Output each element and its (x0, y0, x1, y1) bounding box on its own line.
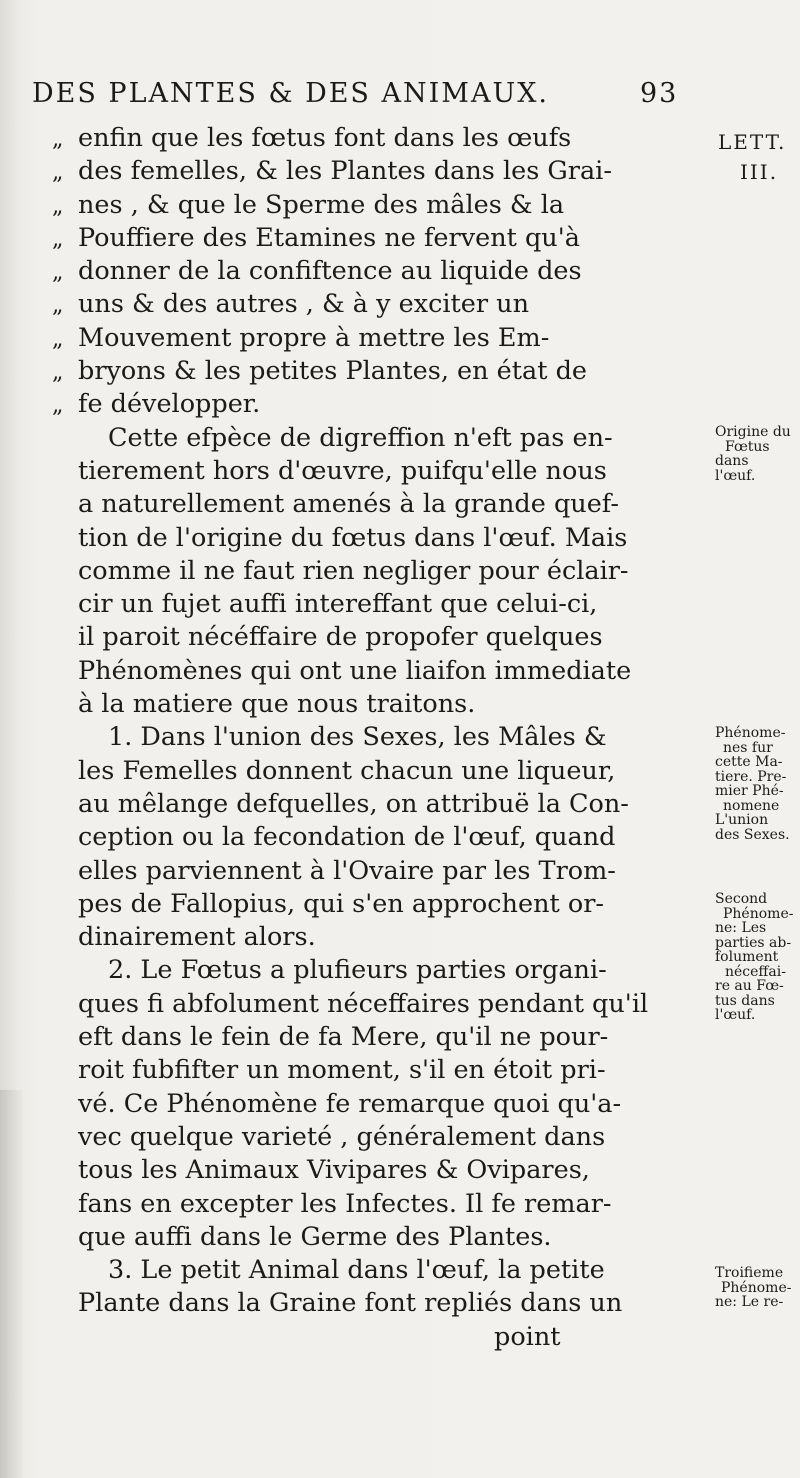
line-text: il paroit nécéffaire de propofer quelques (78, 622, 603, 653)
line-text: point (494, 1321, 561, 1352)
line-text: Cette efpèce de digreffion n'eft pas en- (108, 422, 613, 453)
running-title: DES PLANTES & DES ANIMAUX. (32, 78, 549, 109)
line-text: uns & des autres , & à y exciter un (78, 289, 530, 320)
text-line (52, 788, 717, 821)
margin-line: Phénome- (723, 905, 794, 922)
line-text: elles parviennent à l'Ovaire par les Trom- (78, 855, 616, 886)
line-text: enfin que les fœtus font dans les œufs (78, 123, 572, 153)
text-line (52, 1321, 717, 1354)
line-text: bryons & les petites Plantes, en état de (78, 356, 587, 387)
margin-line: dans (715, 453, 749, 469)
text-line (52, 921, 717, 954)
line-text: 1. Dans l'union des Sexes, les Mâles & (108, 722, 607, 753)
quote-mark: „ (52, 127, 64, 152)
text-line (52, 954, 717, 987)
margin-line: ne: Les (715, 920, 767, 936)
text-line (52, 1154, 717, 1187)
text-line (52, 888, 717, 921)
margin-line: Phénome- (715, 725, 786, 741)
main-text (52, 122, 717, 1354)
text-line (52, 1254, 717, 1287)
margin-line: Troifieme (715, 1265, 784, 1281)
margin-note-origine (715, 425, 800, 483)
text-line (52, 122, 717, 155)
margin-line: L'union (715, 812, 769, 828)
line-text: Plante dans la Graine font repliés dans un (78, 1288, 623, 1319)
line-text: a naturellement amenés à la grande quef- (78, 489, 619, 520)
text-line (52, 655, 717, 688)
line-text: roit fubfifter un moment, s'il en étoit pri- (78, 1055, 606, 1086)
text-line (52, 588, 717, 621)
margin-line: nomene (723, 797, 780, 814)
text-line (52, 988, 717, 1021)
line-text: que auffi dans le Germe des Plantes. (78, 1221, 552, 1252)
line-text: tierement hors d'œuvre, puifqu'elle nous (78, 455, 607, 486)
quote-mark: „ (52, 193, 64, 219)
line-text: des femelles, & les Plantes dans les Grai- (78, 156, 612, 187)
text-line (52, 821, 717, 854)
text-line (52, 688, 717, 721)
line-text: dinairement alors. (78, 922, 316, 953)
margin-line: des Sexes. (715, 826, 790, 843)
margin-line: folument (715, 949, 779, 965)
margin-line: l'œuf. (715, 1007, 756, 1023)
text-line (52, 522, 717, 555)
margin-line: Second (715, 891, 768, 907)
line-text: vé. Ce Phénomène fe remarque quoi qu'a- (78, 1088, 622, 1119)
line-text: Phénomènes qui ont une liaifon immediate (78, 655, 632, 686)
margin-line: cette Ma- (715, 754, 783, 770)
margin-line: III. (740, 160, 779, 184)
text-line (52, 255, 717, 288)
margin-note-second (715, 892, 800, 1023)
line-text: tion de l'origine du fœtus dans l'œuf. Mais (78, 522, 628, 553)
quote-mark: „ (52, 326, 64, 352)
line-text: à la matiere que nous traitons. (78, 689, 476, 720)
text-line (52, 488, 717, 521)
text-line (52, 455, 717, 488)
line-text: Pouffiere des Etamines ne fervent qu'à (78, 222, 580, 253)
margin-line: tiere. Pre- (715, 768, 787, 785)
margin-line: mier Phé- (715, 783, 784, 799)
text-line (52, 1287, 717, 1320)
line-text: au mêlange defquelles, on attribuë la Con- (78, 788, 629, 819)
running-header (32, 78, 732, 109)
text-line (52, 1221, 717, 1254)
line-text: les Femelles donnent chacun une liqueur, (78, 755, 616, 786)
line-text: ception ou la fecondation de l'œuf, quand (78, 822, 616, 853)
quote-mark: „ (52, 293, 64, 319)
line-text: fe développer. (78, 389, 261, 420)
margin-line: re au Fœ- (715, 978, 784, 994)
text-line (52, 1188, 717, 1221)
line-text: cir un fujet auffi intereffant que celui-ci, (78, 589, 598, 620)
text-line (52, 621, 717, 654)
text-line (52, 355, 717, 388)
margin-line: parties ab- (715, 934, 792, 951)
text-line (52, 155, 717, 188)
quote-mark: „ (52, 226, 64, 252)
margin-line: Origine du (715, 424, 791, 440)
line-text: 3. Le petit Animal dans l'œuf, la petite (108, 1255, 605, 1286)
line-text: Mouvement propre à mettre les Em- (78, 322, 550, 353)
line-text: nes , & que le Sperme des mâles & la (78, 189, 565, 220)
line-text: vec quelque varieté , généralement dans (78, 1121, 606, 1152)
text-line (52, 721, 717, 754)
margin-line: LETT. (718, 130, 787, 154)
text-line (52, 388, 717, 421)
text-line (52, 288, 717, 321)
text-line (52, 222, 717, 255)
text-line (52, 189, 717, 222)
quote-mark: „ (52, 393, 64, 419)
line-text: comme il ne faut rien negliger pour éclair- (78, 555, 629, 586)
text-line (52, 855, 717, 888)
line-text: tous les Animaux Vivipares & Ovipares, (78, 1155, 590, 1186)
text-line (52, 755, 717, 788)
margin-line: l'œuf. (715, 467, 756, 484)
text-line (52, 555, 717, 588)
margin-line: Fœtus (725, 438, 770, 455)
line-text: eft dans le fein de fa Mere, qu'il ne pour- (78, 1022, 609, 1053)
text-line (52, 1121, 717, 1154)
text-line (52, 322, 717, 355)
line-text: donner de la confiftence au liquide des (78, 256, 582, 287)
margin-line: Phénome- (721, 1279, 792, 1296)
quote-mark: „ (52, 160, 64, 186)
margin-note-letter (718, 128, 800, 188)
text-line (52, 1054, 717, 1087)
quote-mark: „ (52, 360, 64, 386)
margin-note-troisieme (715, 1266, 800, 1310)
page-number: 93 (640, 78, 679, 109)
text-line (52, 422, 717, 455)
page-stain (0, 1090, 22, 1478)
text-line (52, 1021, 717, 1054)
line-text: pes de Fallopius, qui s'en approchent or- (78, 888, 604, 919)
margin-line: nes fur (723, 739, 773, 756)
quote-mark: „ (52, 260, 64, 286)
margin-line: néceffai- (725, 963, 786, 980)
line-text: 2. Le Fœtus a plufieurs parties organi- (108, 955, 607, 986)
line-text: ques fi abfolument néceffaires pendant qu'il (78, 988, 649, 1019)
margin-note-premier (715, 726, 800, 842)
margin-line: ne: Le re- (715, 1294, 784, 1310)
text-line (52, 1088, 717, 1121)
margin-line: tus dans (715, 992, 775, 1009)
line-text: fans en excepter les Infectes. Il fe remar- (78, 1188, 612, 1219)
